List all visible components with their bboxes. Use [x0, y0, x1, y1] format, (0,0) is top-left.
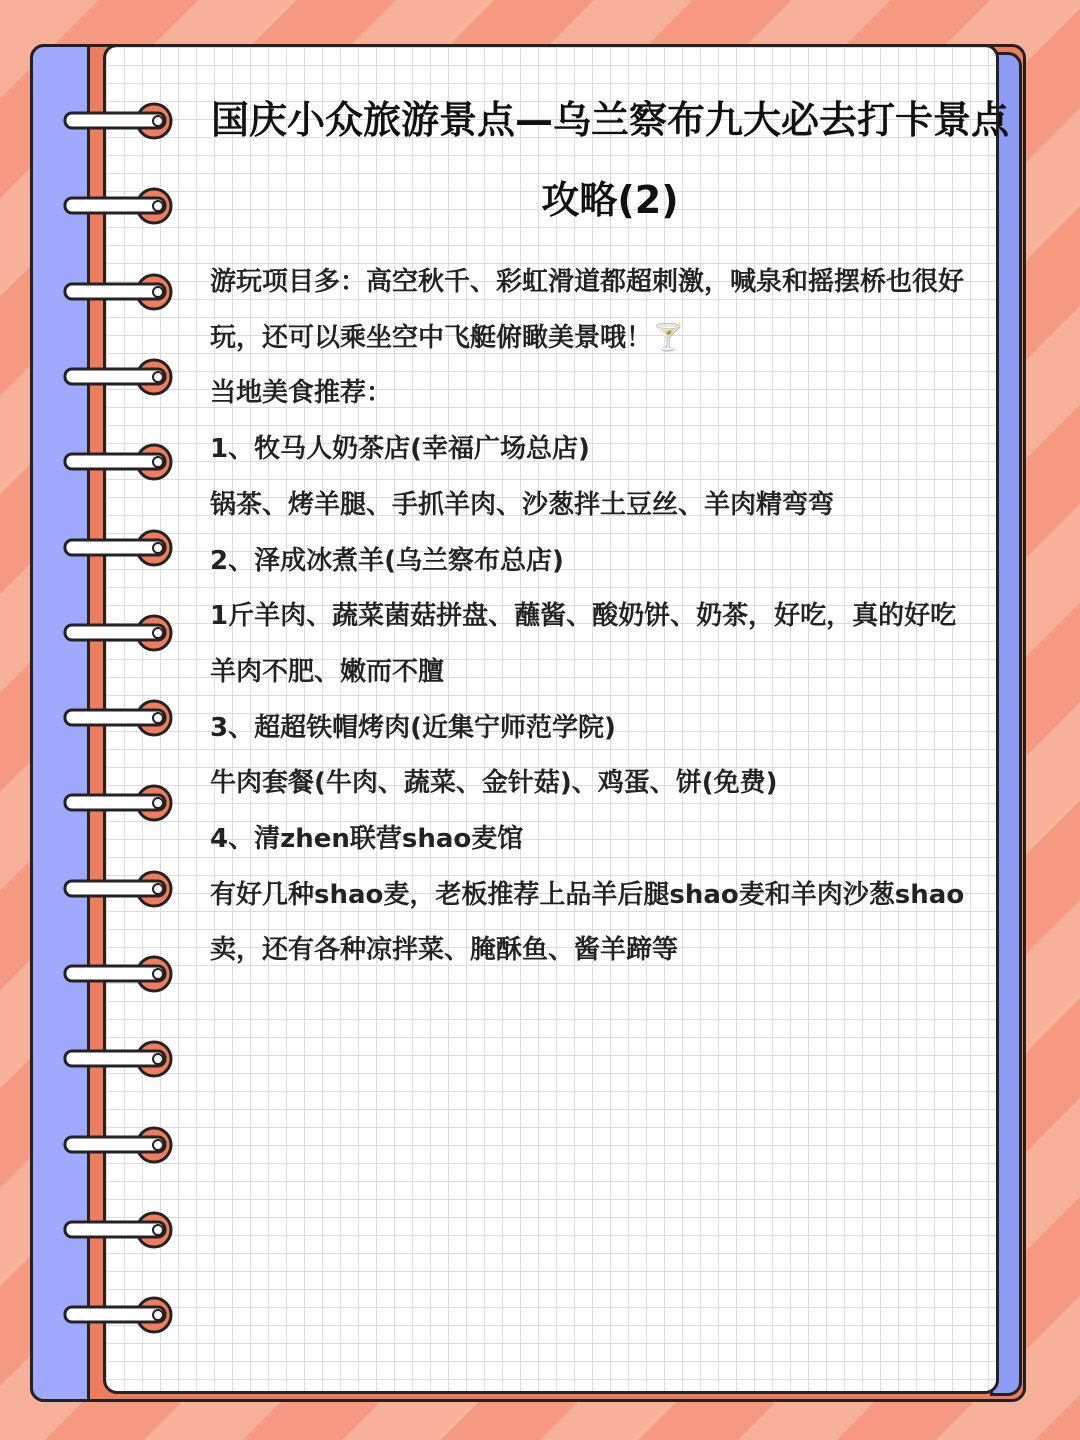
spiral-ring-icon: [62, 1294, 178, 1336]
spiral-ring-icon: [62, 1209, 178, 1251]
article-body: [210, 255, 980, 979]
title-line-1: 国庆小众旅游景点—乌兰察布九大必去打卡景点: [210, 98, 1009, 142]
spiral-ring-icon: [62, 1124, 178, 1166]
restaurant-2-name: 2、泽成冰煮羊(乌兰察布总店): [210, 545, 564, 576]
restaurant-4-dishes: 有好几种shao麦，老板推荐上品羊后腿shao麦和羊肉沙葱shao卖，还有各种凉拌菜、腌酥鱼、酱羊蹄等: [210, 879, 965, 966]
page-title: [150, 80, 1070, 240]
restaurant-3-dishes: 牛肉套餐(牛肉、蔬菜、金针菇)、鸡蛋、饼(免费): [210, 768, 778, 799]
restaurant-2-dishes: 1斤羊肉、蔬菜菌菇拼盘、蘸酱、酸奶饼、奶茶，好吃，真的好吃羊肉不肥、嫩而不膻: [210, 601, 957, 687]
paragraph-activities: 游玩项目多：高空秋千、彩虹滑道都超刺激，喊泉和摇摆桥也很好玩，还可以乘坐空中飞艇俯瞰美景哦！🍸: [210, 267, 965, 353]
spiral-ring-icon: [62, 697, 178, 739]
spiral-ring-icon: [62, 271, 178, 313]
restaurant-4-name: 4、清zhen联营shao麦馆: [210, 824, 524, 855]
spiral-ring-icon: [62, 1038, 178, 1080]
restaurant-3-name: 3、超超铁帽烤肉(近集宁师范学院): [210, 712, 616, 743]
spiral-ring-icon: [62, 527, 178, 569]
paragraph-food-heading: 当地美食推荐：: [210, 378, 393, 409]
spiral-ring-icon: [62, 612, 178, 654]
spiral-ring-icon: [62, 782, 178, 824]
restaurant-1-dishes: 锅茶、烤羊腿、手抓羊肉、沙葱拌土豆丝、羊肉精弯弯: [210, 489, 835, 520]
spiral-ring-icon: [62, 953, 178, 995]
spiral-ring-icon: [62, 441, 178, 483]
title-line-2: 攻略(2): [541, 178, 679, 222]
spiral-ring-icon: [62, 356, 178, 398]
spiral-ring-icon: [62, 868, 178, 910]
restaurant-1-name: 1、牧马人奶茶店(幸福广场总店): [210, 434, 590, 465]
